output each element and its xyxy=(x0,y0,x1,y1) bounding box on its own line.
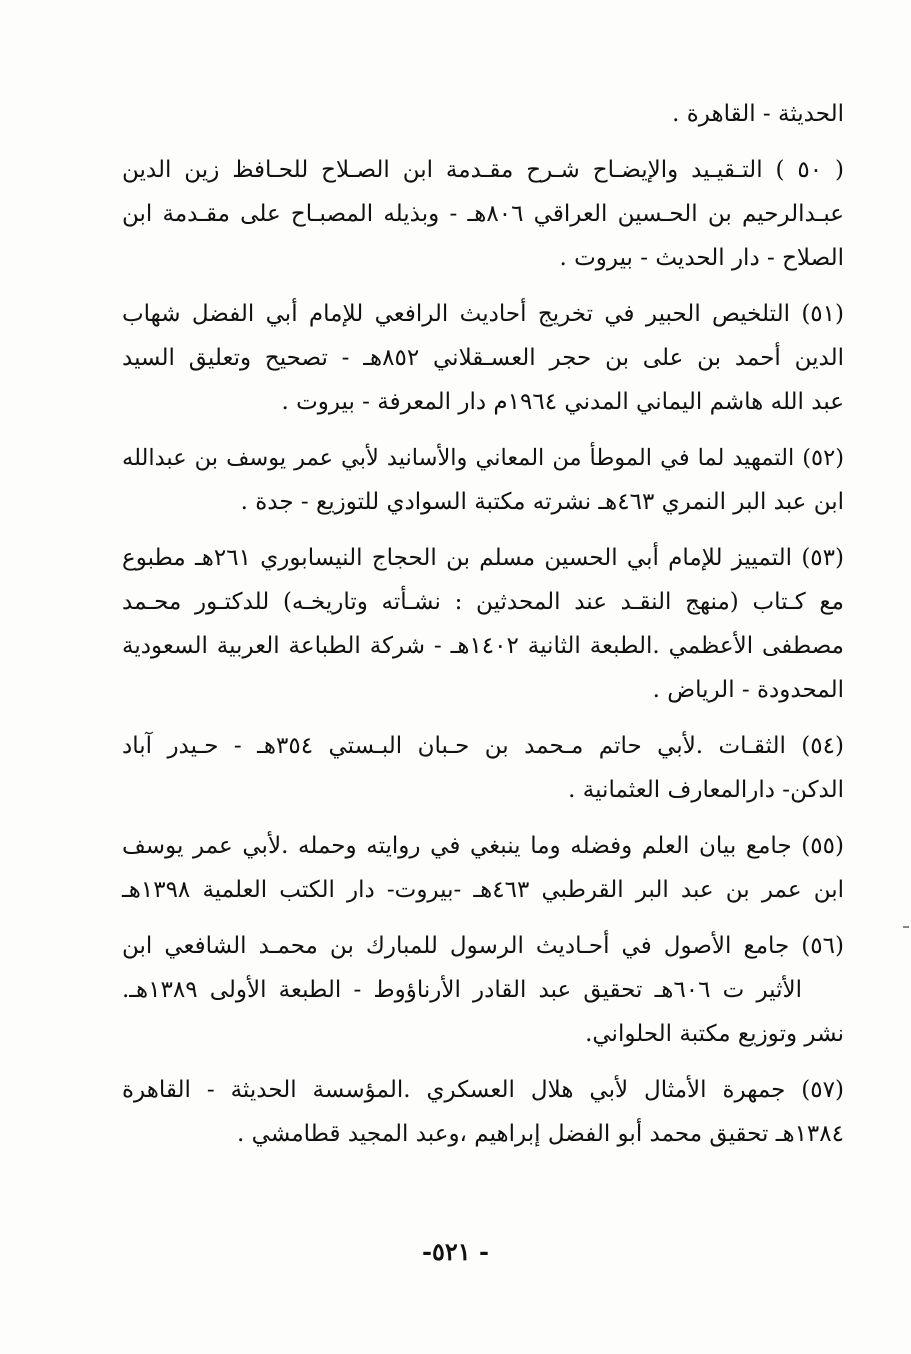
bibliography-entry-57 xyxy=(122,1068,844,1156)
entry-line: مع كـتاب (منهج النقـد عند المحدثين : نشـأته وتاريخـه) للدكتـور محـمد xyxy=(122,589,844,615)
continuation-line: الحديثة - القاهرة . xyxy=(672,101,844,127)
entry-line: ( ٥٠ ) التـقيـيد والإيضـاح شـرح مقـدمة ابن الصـلاح للحـافظ زين الدين xyxy=(122,157,844,183)
entry-line: ابن عبد البر النمري ٤٦٣هـ نشرته مكتبة السوادي للتوزيع - جدة . xyxy=(240,489,844,515)
entry-line: الصلاح - دار الحديث - بيروت . xyxy=(559,245,844,271)
entry-line: عبد الله هاشم اليماني المدني ١٩٦٤م دار المعرفة - بيروت . xyxy=(281,389,844,415)
scan-edge-mark xyxy=(903,926,909,928)
entry-line: (٥٢) التمهيد لما في الموطأ من المعاني والأسانيد لأبي عمر يوسف بن عبدالله xyxy=(122,445,844,471)
entry-line: (٥٥) جامع بيان العلم وفضله وما ينبغي في روايته وحمله .لأبي عمر يوسف xyxy=(122,833,844,859)
page-number: - ٥٢١- xyxy=(422,1237,489,1266)
bibliography-entry-55 xyxy=(122,824,844,912)
bibliography-entry-54 xyxy=(122,724,844,812)
entry-line: المحدودة - الرياض . xyxy=(652,677,844,703)
entry-line: الدين أحمد بن على بن حجر العسـقلاني ٨٥٢هـ - تصحيح وتعليق السيد xyxy=(122,345,844,371)
entry-line: ١٣٨٤هـ تحقيق محمد أبو الفضل إبراهيم ،وعبد المجيد قطامشي . xyxy=(237,1121,844,1147)
bibliography-entry-56 xyxy=(122,924,844,1056)
continuation-paragraph xyxy=(122,92,844,136)
entry-line: عبـدالرحيم بن الحـسين العراقي ٨٠٦هـ - وبذيله المصبـاح على مقـدمة ابن xyxy=(122,201,844,227)
bibliography-text xyxy=(122,92,844,1168)
entry-line: مصطفى الأعظمي .الطبعة الثانية ١٤٠٢هـ - شركة الطباعة العربية السعودية xyxy=(122,633,844,659)
bibliography-entry-50 xyxy=(122,148,844,280)
entry-line: الدكن- دارالمعارف العثمانية . xyxy=(568,777,844,803)
entry-line: (٥١) التلخيص الحبير في تخريج أحاديث الرافعي للإمام أبي الفضل شهاب xyxy=(122,301,844,327)
entry-line: الأثير ت ٦٠٦هـ تحقيق عبد القادر الأرناؤوط - الطبعة الأولى ١٣٨٩هـ. xyxy=(122,977,802,1003)
entry-line: (٥٤) الثقـات .لأبي حاتم مـحمد بن حـبان البـستي ٣٥٤هـ - حـيدر آباد xyxy=(122,733,844,759)
entry-line: نشر وتوزيع مكتبة الحلواني. xyxy=(585,1021,844,1047)
entry-line: (٥٣) التمييز للإمام أبي الحسين مسلم بن الحجاج النيسابوري ٢٦١هـ مطبوع xyxy=(122,545,844,571)
entry-line: (٥٧) جمهرة الأمثال لأبي هلال العسكري .المؤسسة الحديثة - القاهرة xyxy=(122,1077,844,1103)
entry-line: (٥٦) جامع الأصول في أحـاديث الرسول للمبارك بن محمـد الشافعي ابن xyxy=(122,933,844,959)
entry-line: ابن عمر بن عبد البر القرطبي ٤٦٣هـ -بيروت- دار الكتب العلمية ١٣٩٨هـ xyxy=(122,877,844,903)
bibliography-entry-53 xyxy=(122,536,844,712)
bibliography-entry-51 xyxy=(122,292,844,424)
bibliography-entry-52 xyxy=(122,436,844,524)
